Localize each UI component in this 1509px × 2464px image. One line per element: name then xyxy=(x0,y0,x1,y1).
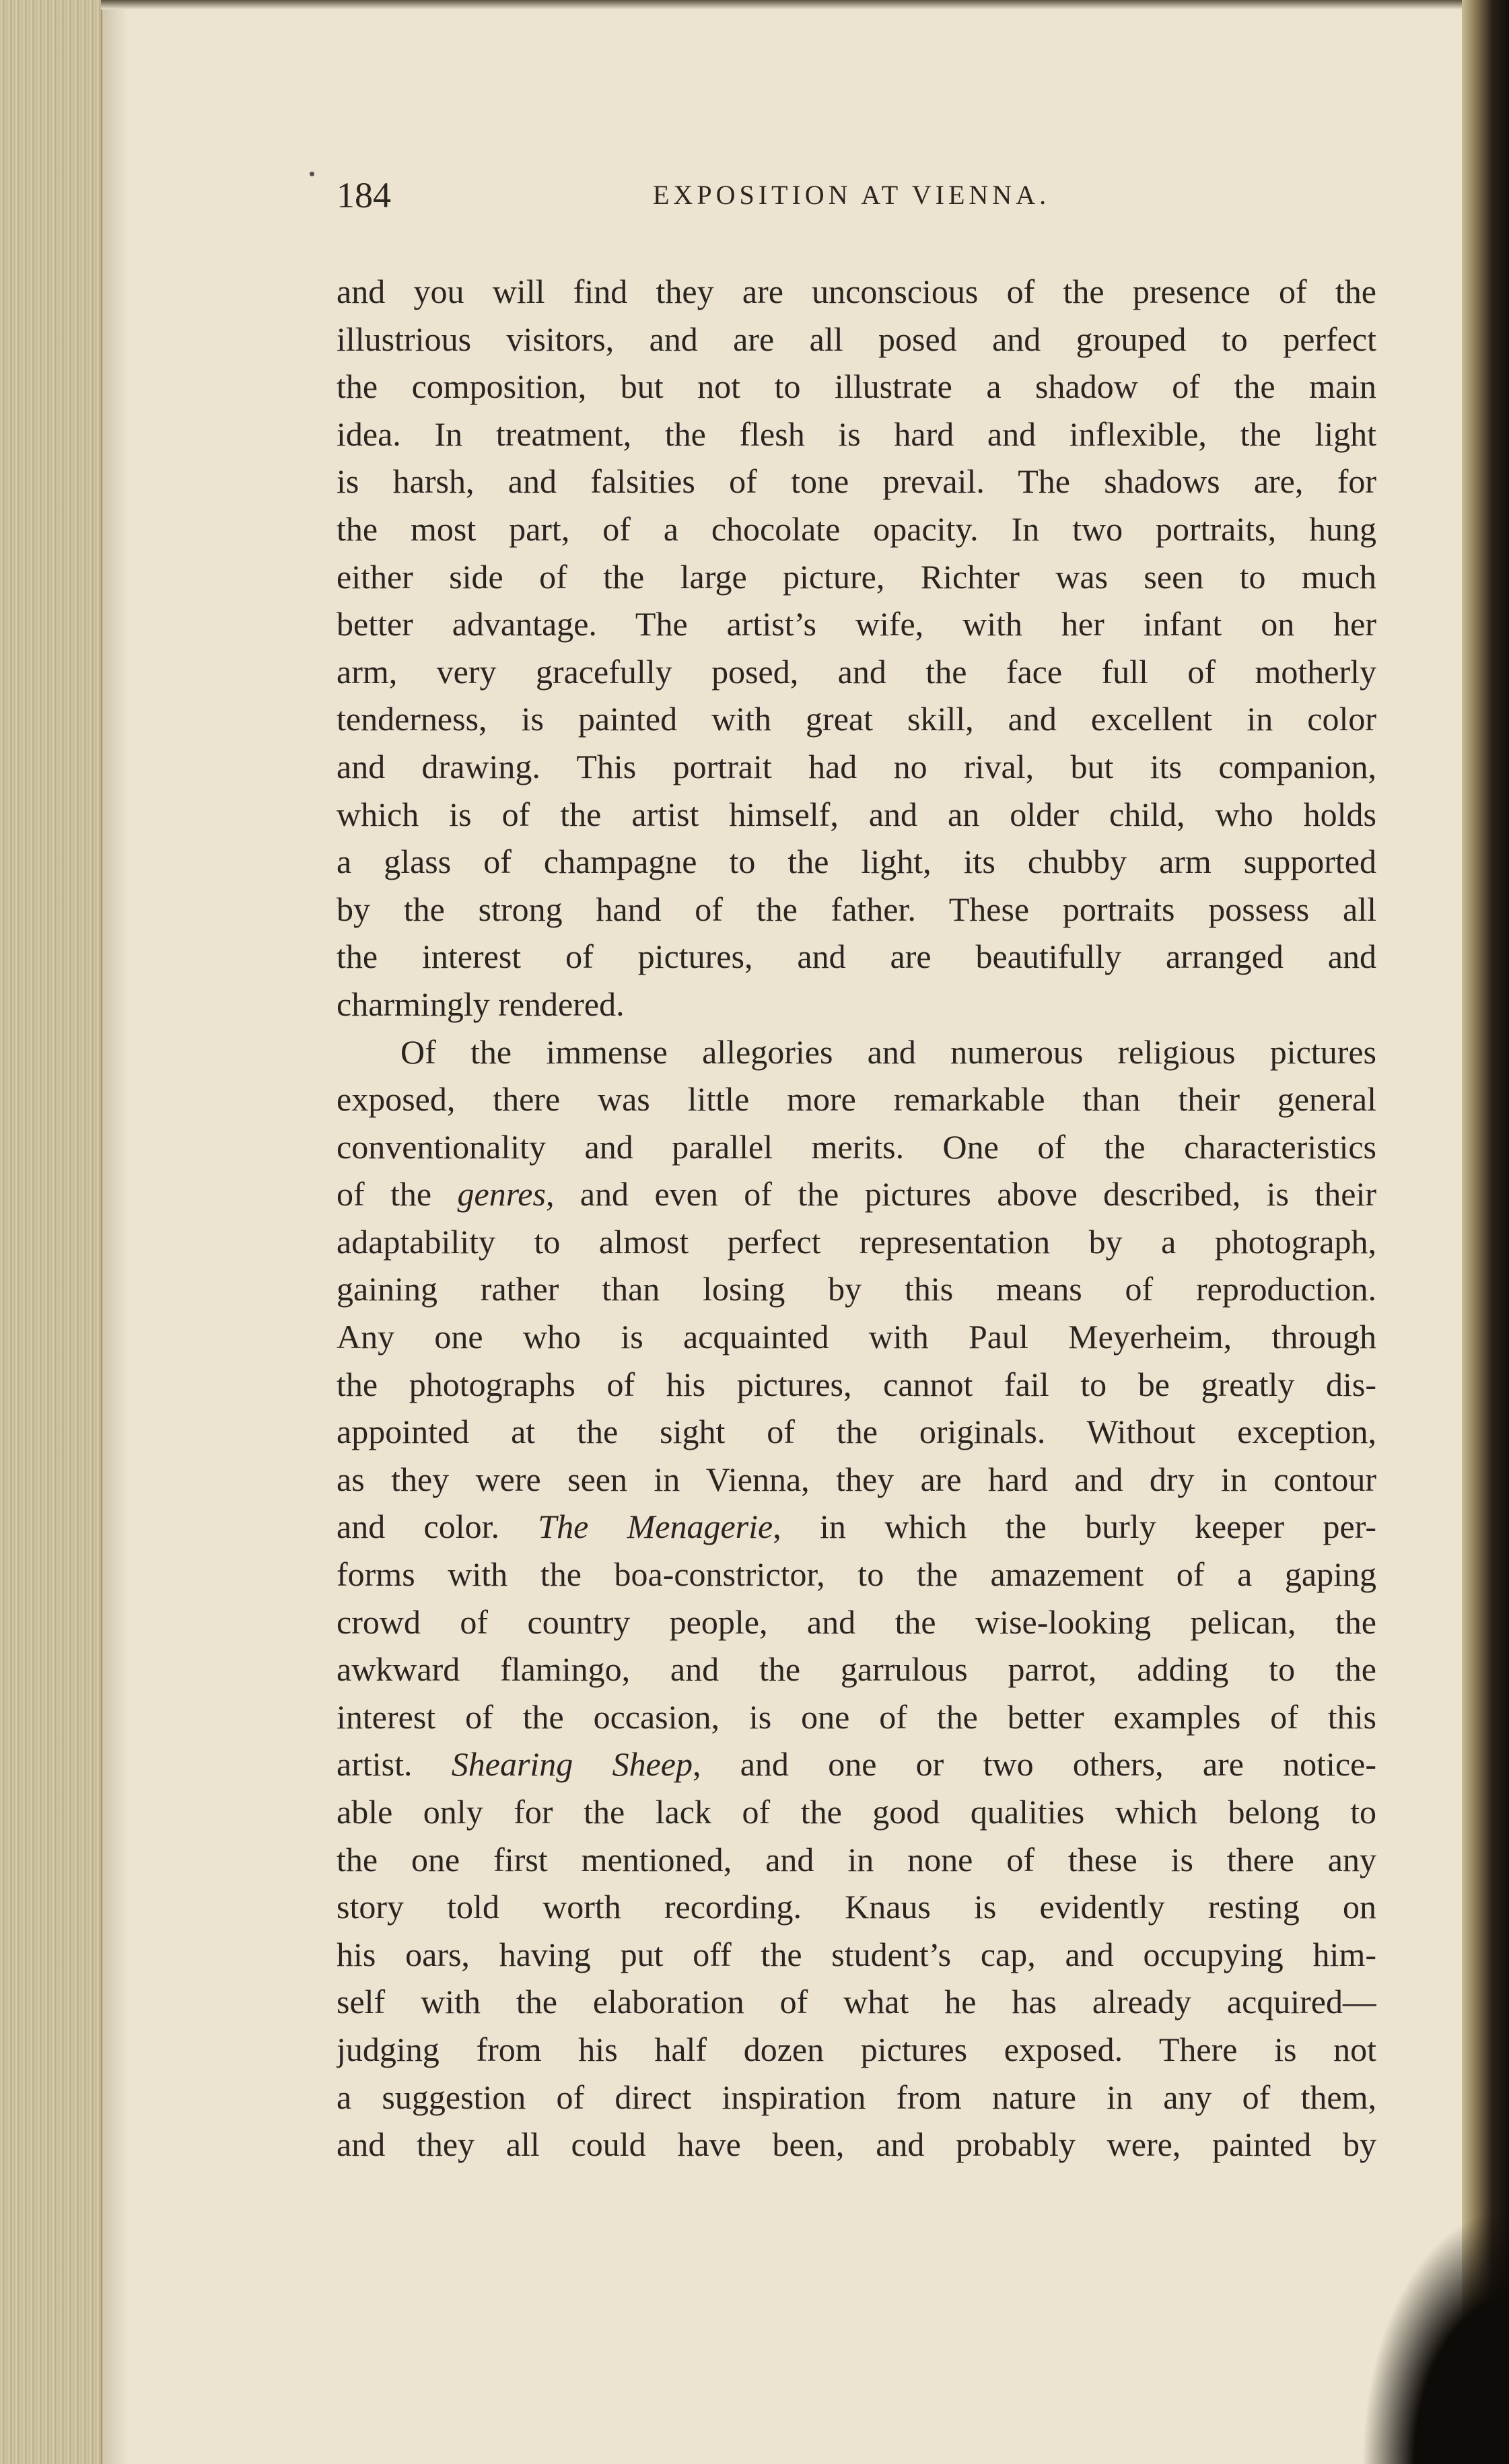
text-line: the photographs of his pictures, cannot fail to be greatly dis- xyxy=(337,1365,1376,1403)
running-title: EXPOSITION AT VIENNA. xyxy=(653,180,1051,210)
text-line: appointed at the sight of the originals. Without exception, xyxy=(337,1413,1376,1451)
text-line xyxy=(337,1170,1376,1218)
page-number: 184 xyxy=(337,175,391,215)
text-line: conventionality and parallel merits. One of the characteristics xyxy=(337,1127,1376,1166)
text-line: the interest of pictures, and are beautifully arranged and xyxy=(337,938,1376,976)
right-binding-edge xyxy=(1462,0,1509,2464)
text-line: self with the elaboration of what he has already acquired— xyxy=(337,1983,1376,2021)
gutter-shadow xyxy=(101,0,128,2464)
text-span: of the xyxy=(337,1175,458,1213)
left-page-edges xyxy=(0,0,102,2464)
text-line xyxy=(337,1503,1376,1551)
paragraph-start-line: Of the immense allegories and numerous religious pictures xyxy=(400,1032,1376,1071)
text-span: and color. xyxy=(337,1508,538,1546)
text-line: story told worth recording. Knaus is evidently resting on xyxy=(337,1888,1376,1926)
body-text xyxy=(337,268,1376,2169)
text-line: judging from his half dozen pictures exposed. There is not xyxy=(337,2030,1376,2068)
top-page-edge xyxy=(101,0,1467,9)
text-line: gaining rather than losing by this means of reproduction. xyxy=(337,1270,1376,1308)
text-line: able only for the lack of the good qualities which belong to xyxy=(337,1793,1376,1831)
text-line: is harsh, and falsities of tone prevail. The shadows are, for xyxy=(337,462,1376,501)
text-line: the composition, but not to illustrate a shadow of the main xyxy=(337,367,1376,406)
text-line: awkward flamingo, and the garrulous parrot, adding to the xyxy=(337,1650,1376,1689)
text-line: as they were seen in Vienna, they are hard and dry in contour xyxy=(337,1460,1376,1498)
text-line: interest of the occasion, is one of the better examples of this xyxy=(337,1697,1376,1736)
text-line: and drawing. This portrait had no rival, but its companion, xyxy=(337,747,1376,785)
text-line: a suggestion of direct inspiration from nature in any of them, xyxy=(337,2078,1376,2116)
text-line: a glass of champagne to the light, its chubby arm supported xyxy=(337,843,1376,881)
page-corner-curl xyxy=(1361,2208,1509,2464)
text-line: adaptability to almost perfect representation by a photograph, xyxy=(337,1222,1376,1261)
text-span: artist. xyxy=(337,1745,452,1784)
text-line: better advantage. The artist’s wife, with her infant on her xyxy=(337,605,1376,643)
text-line: crowd of country people, and the wise-looking pelican, the xyxy=(337,1603,1376,1641)
running-head xyxy=(337,172,1373,219)
italic-title: genres xyxy=(457,1175,546,1213)
text-line: the one first mentioned, and in none of these is there any xyxy=(337,1840,1376,1878)
text-span: , in which the burly keeper per- xyxy=(773,1508,1376,1546)
text-line xyxy=(337,1740,1376,1788)
margin-dot xyxy=(310,172,314,176)
text-line: exposed, there was little more remarkable than their general xyxy=(337,1080,1376,1119)
text-span: , and even of the pictures above described, is their xyxy=(545,1175,1376,1213)
text-line: the most part, of a chocolate opacity. In two portraits, hung xyxy=(337,509,1376,548)
text-line: forms with the boa-constrictor, to the amazement of a gaping xyxy=(337,1555,1376,1594)
text-line: arm, very gracefully posed, and the face full of motherly xyxy=(337,652,1376,691)
paragraph-end-line: charmingly rendered. xyxy=(337,985,625,1023)
text-line: Any one who is acquainted with Paul Meyerheim, through xyxy=(337,1318,1376,1356)
text-line: idea. In treatment, the flesh is hard and inflexible, the light xyxy=(337,415,1376,453)
text-line: which is of the artist himself, and an older child, who holds xyxy=(337,795,1376,833)
italic-title: Shearing Sheep xyxy=(451,1745,693,1784)
text-line: illustrious visitors, and are all posed and grouped to perfect xyxy=(337,320,1376,358)
text-line: by the strong hand of the father. These portraits possess all xyxy=(337,890,1376,928)
text-line: and they all could have been, and probably were, painted by xyxy=(337,2125,1376,2164)
text-line: tenderness, is painted with great skill, and excellent in color xyxy=(337,700,1376,738)
text-line: his oars, having put off the student’s cap, and occupying him- xyxy=(337,1935,1376,1973)
italic-title: The Menagerie xyxy=(538,1508,773,1546)
text-span: , and one or two others, are notice- xyxy=(692,1745,1376,1784)
text-line: and you will find they are unconscious of the presence of the xyxy=(337,273,1376,310)
text-line: either side of the large picture, Richter was seen to much xyxy=(337,557,1376,596)
